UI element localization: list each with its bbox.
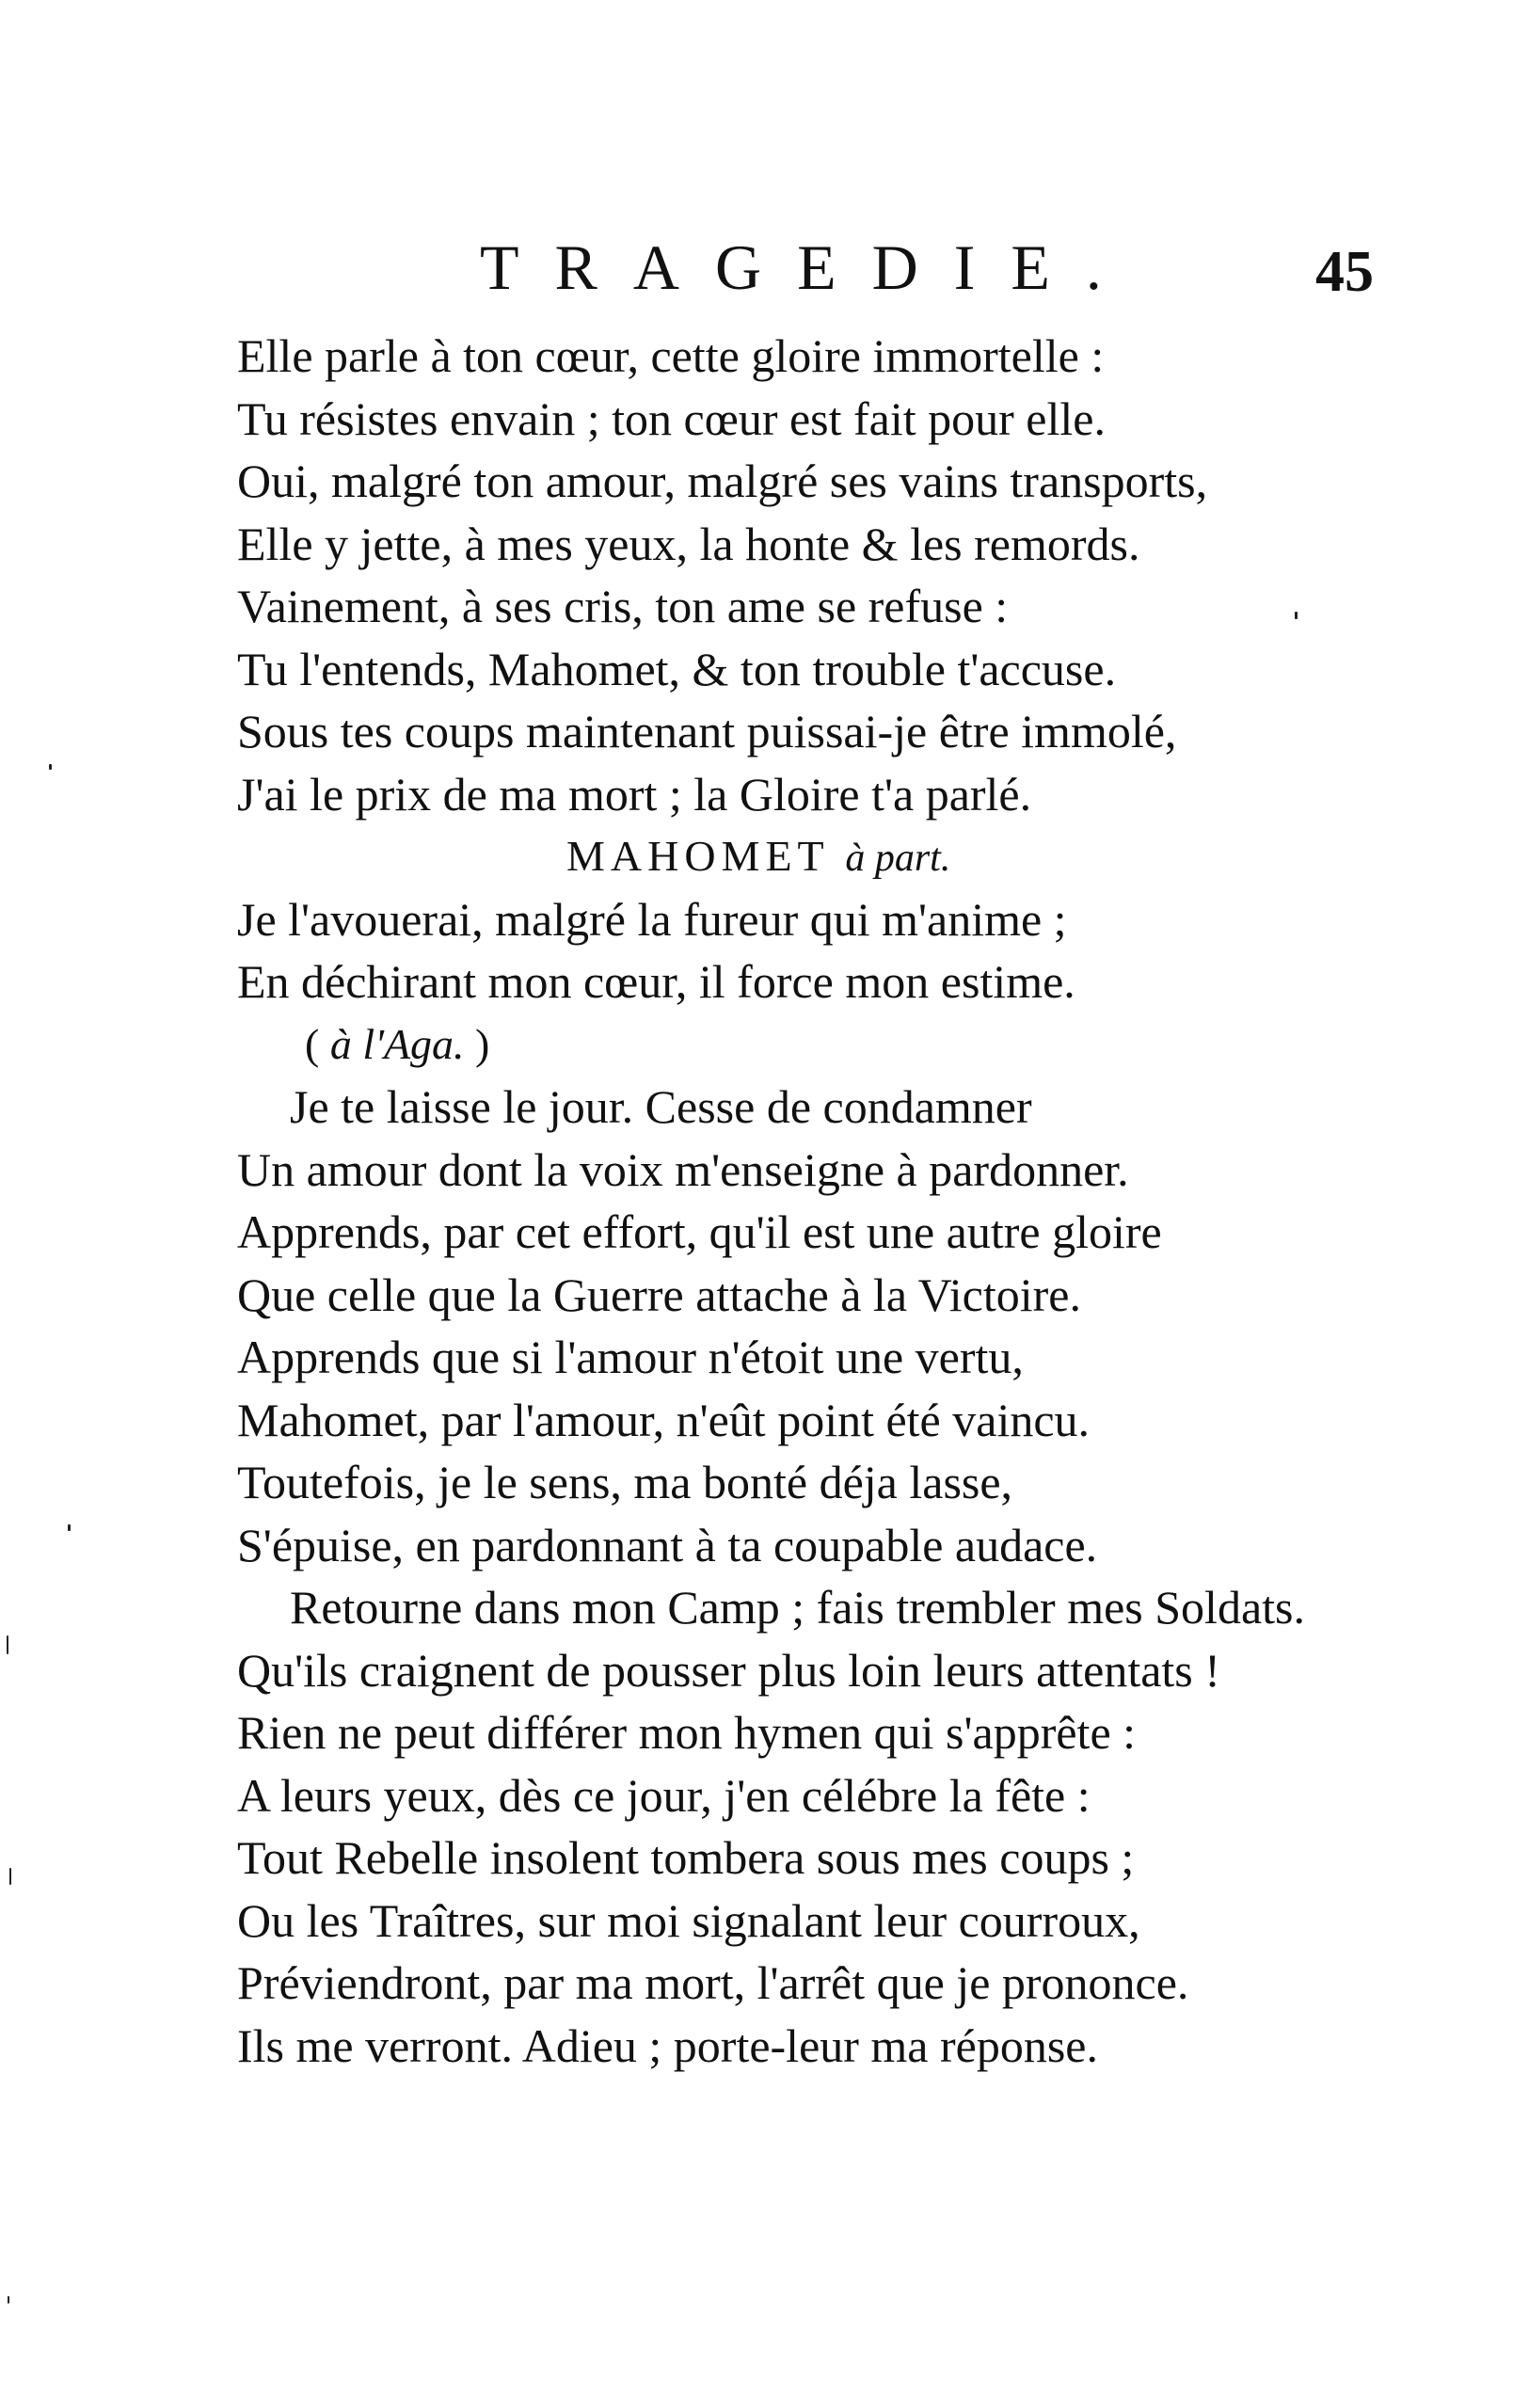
verse-block [237,325,1385,2077]
verse-line: Un amour dont la voix m'enseigne à pardonner. [237,1142,1129,1196]
verse-line: Vainement, à ses cris, ton ame se refuse : [237,580,1009,632]
verse-line: Je te laisse le jour. Cesse de condamner [290,1080,1032,1133]
verse-line: Tout Rebelle insolent tombera sous mes coups ; [237,1831,1135,1884]
verse-line: S'épuise, en pardonnant à ta coupable audace. [237,1518,1098,1571]
scan-speck [8,2296,9,2304]
verse-line: Préviendront, par ma mort, l'arrêt que je prononce. [237,1956,1189,2009]
running-head: TRAGEDIE. [480,231,1138,303]
verse-line: Rien ne peut différer mon hymen qui s'apprête : [237,1706,1137,1759]
verse-line: J'ai le prix de ma mort ; la Gloire t'a parlé. [237,767,1032,821]
verse-line: Tu résistes envain ; ton cœur est fait pour elle. [237,391,1106,445]
verse-line: Je l'avouerai, malgré la fureur qui m'anime ; [237,892,1067,946]
verse-line: Apprends que si l'amour n'étoit une vertu, [237,1331,1024,1383]
verse-line: Que celle que la Guerre attache à la Victoire. [237,1268,1081,1321]
verse-line: Elle parle à ton cœur, cette gloire immortelle : [237,329,1105,382]
speaker-direction: à part. [845,837,951,880]
stage-direction-close: ) [464,1019,490,1068]
verse-line: Toutefois, je le sens, ma bonté déja lasse, [237,1456,1013,1508]
stage-direction-text: à l'Aga. [329,1019,465,1068]
verse-line: Mahomet, par l'amour, n'eût point été vaincu. [237,1393,1091,1446]
stage-direction [237,1013,1385,1076]
verse-line: Tu l'entends, Mahomet, & ton trouble t'accuse. [237,642,1117,695]
verse-line: Elle y jette, à mes yeux, la honte & les remords. [237,517,1140,570]
page-number: 45 [1315,240,1374,304]
verse-line: Ou les Traîtres, sur moi signalant leur courroux, [237,1893,1140,1947]
scan-speck [7,1635,8,1654]
verse-line: Sous tes coups maintenant puissai-je être immolé, [237,705,1177,757]
scan-speck [49,764,52,770]
speaker-name: MAHOMET [566,832,829,880]
verse-line: Apprends, par cet effort, qu'il est une autre gloire [237,1205,1162,1258]
scan-speck [68,1524,71,1531]
stage-direction-open: ( [305,1019,330,1068]
speaker-heading [237,825,1385,888]
verse-line: Retourne dans mon Camp ; fais trembler mes Soldats. [290,1581,1305,1634]
verse-line: A leurs yeux, dès ce jour, j'en célébre la fête : [237,1768,1091,1822]
verse-line: Ils me verront. Adieu ; porte-leur ma réponse. [237,2018,1098,2072]
verse-line: En déchirant mon cœur, il force mon estime. [237,955,1075,1008]
verse-line: Qu'ils craignent de pousser plus loin leurs attentats ! [237,1643,1220,1697]
verse-line: Oui, malgré ton amour, malgré ses vains transports, [237,454,1208,507]
scan-speck [1295,612,1298,619]
scan-speck [9,1868,11,1885]
